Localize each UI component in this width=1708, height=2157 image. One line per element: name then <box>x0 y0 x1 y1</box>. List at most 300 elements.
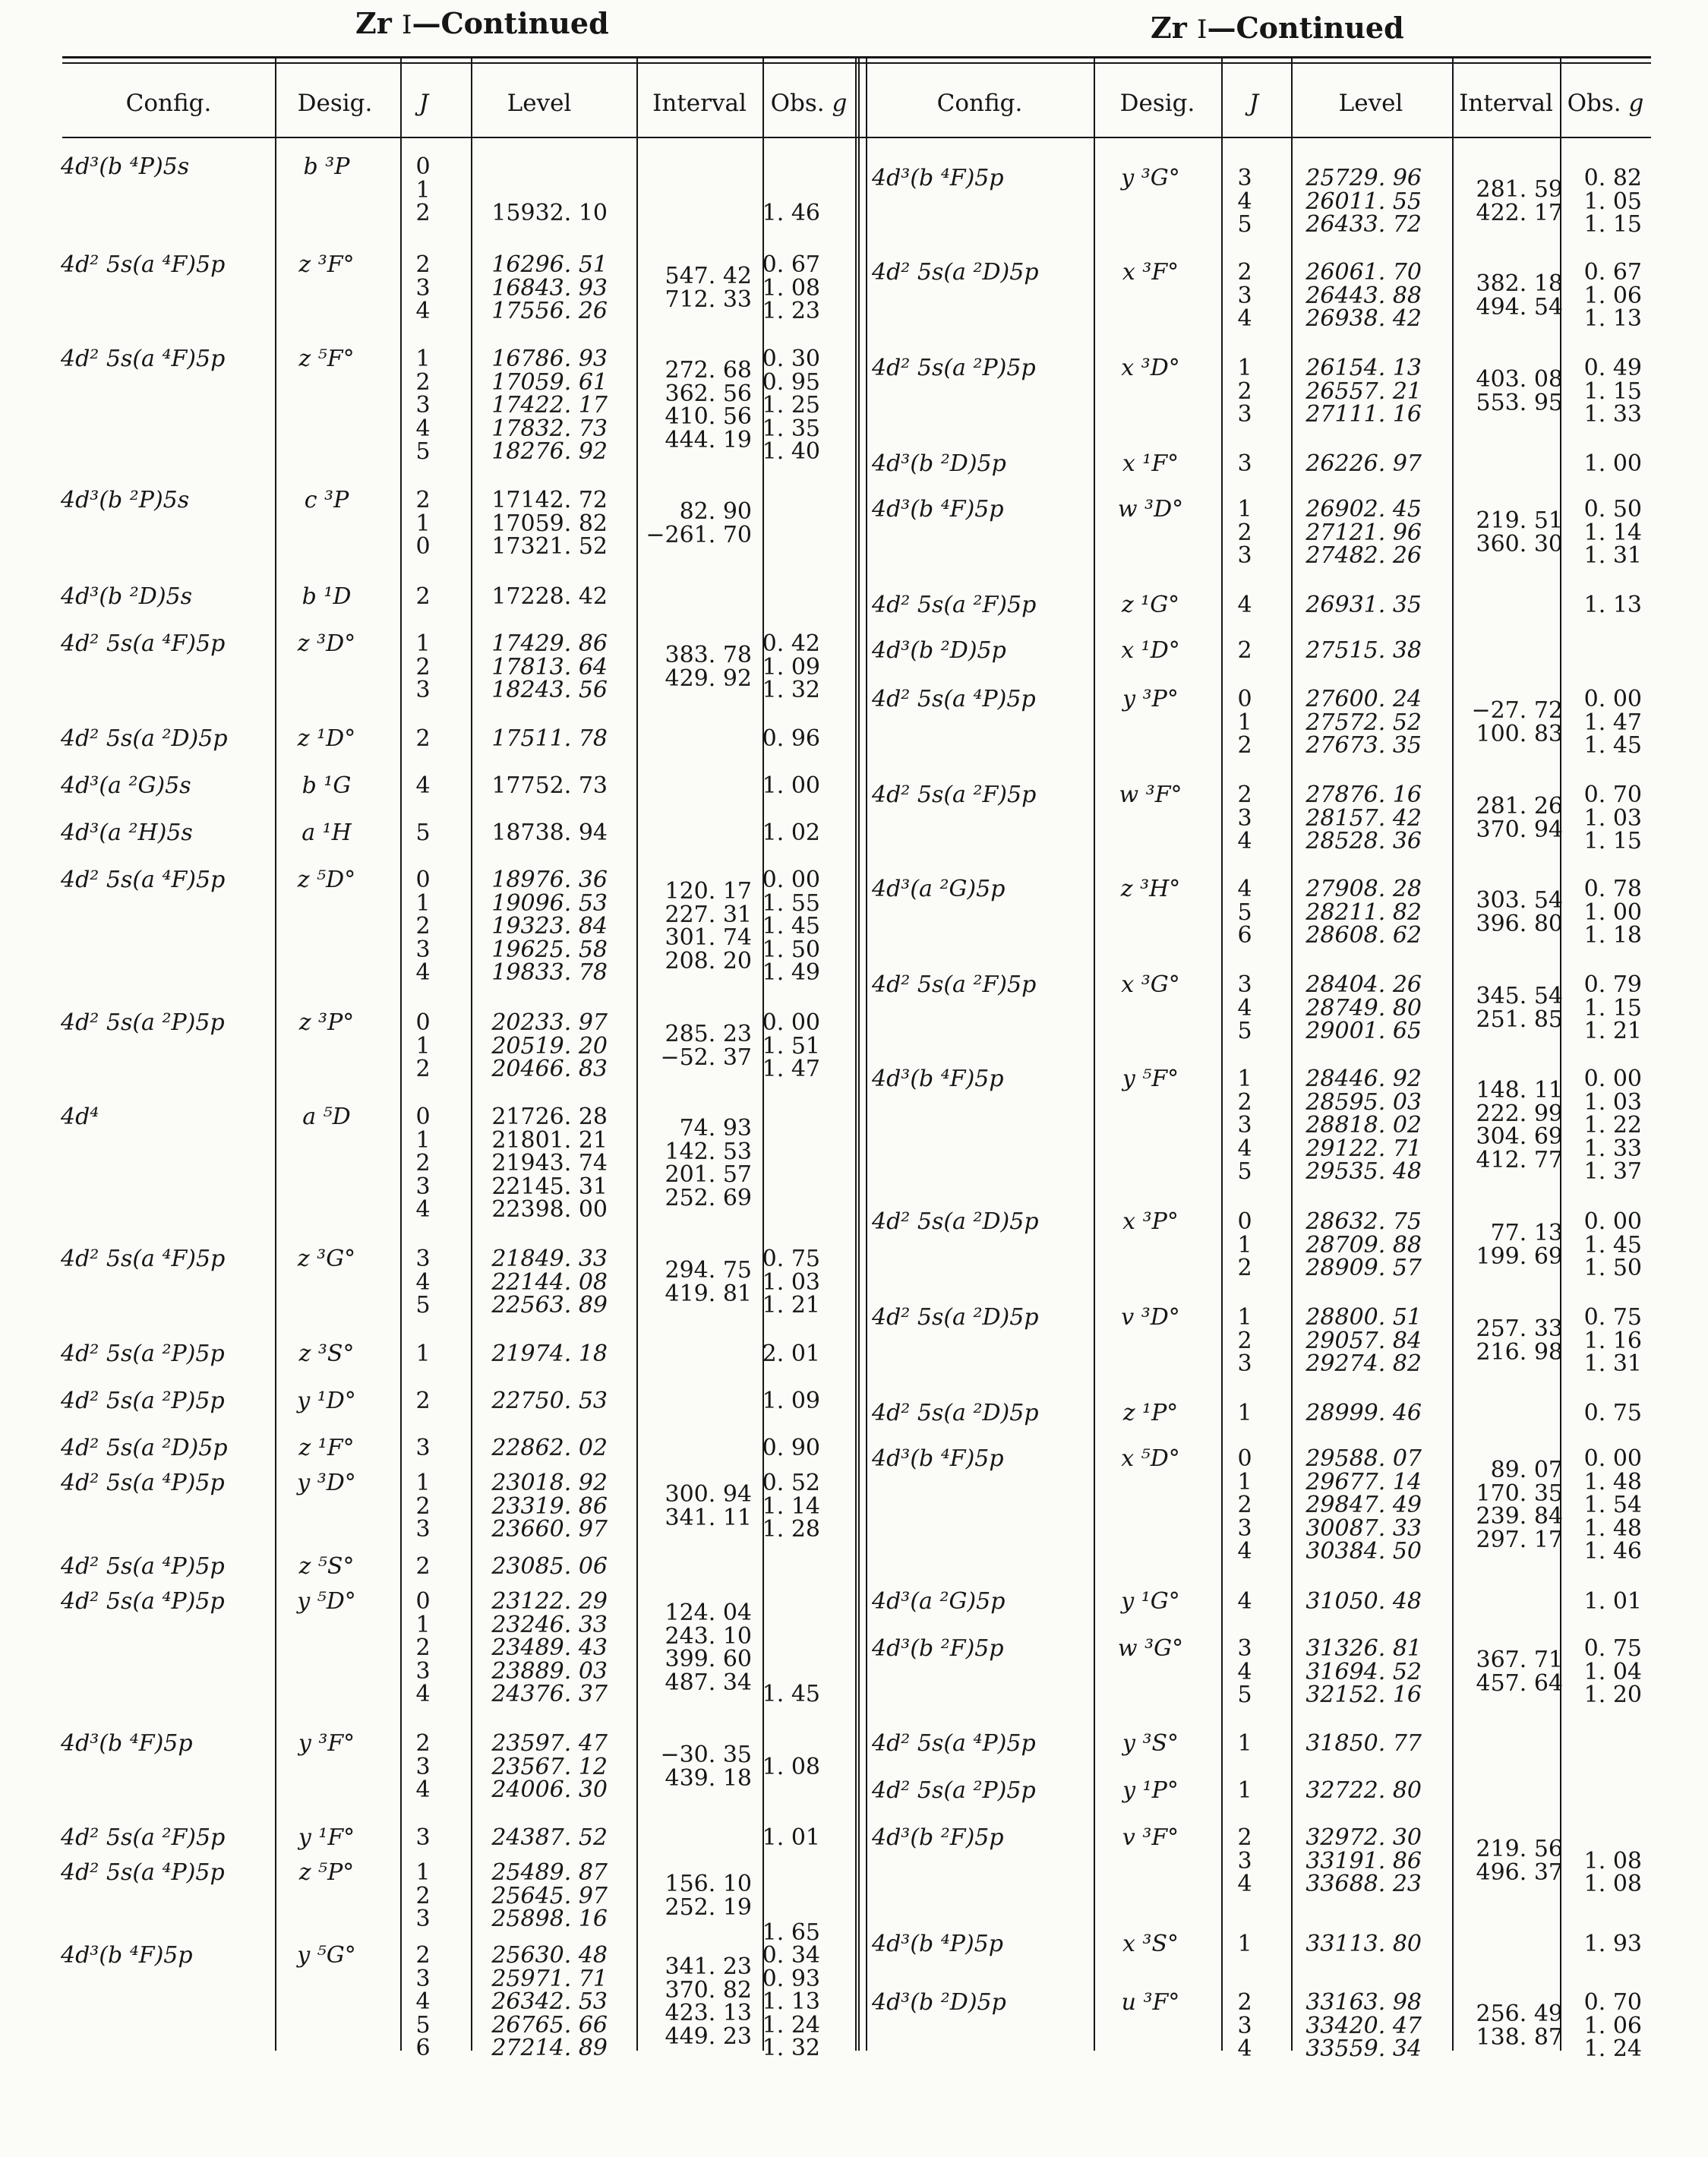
designation-cell: a ⁵D <box>302 1104 351 1130</box>
j-value: 2 <box>415 913 431 940</box>
level-value: 28709. 88 <box>1305 1231 1422 1259</box>
interval-value: 457. 64 <box>1476 1669 1563 1697</box>
designation-cell: z ⁵P° <box>298 1859 355 1886</box>
interval-value: 303. 54 <box>1476 887 1563 914</box>
interval-value: 362. 56 <box>665 380 752 407</box>
g-value: 1. 47 <box>762 1056 820 1082</box>
interval-value: 199. 69 <box>1476 1243 1563 1270</box>
interval-value: 419. 81 <box>665 1280 752 1307</box>
interval-value: 712. 33 <box>665 286 752 313</box>
j-value: 4 <box>415 772 431 799</box>
level-value: 27121. 96 <box>1305 519 1422 546</box>
interval-value: 429. 92 <box>665 665 752 692</box>
level-value: 26443. 88 <box>1305 282 1422 309</box>
g-value: 0. 67 <box>1583 259 1642 286</box>
j-value: 4 <box>1237 305 1252 332</box>
level-value: 26011. 55 <box>1305 188 1422 215</box>
g-value: 0. 70 <box>1583 1989 1642 2016</box>
j-value: 1 <box>415 1470 431 1496</box>
g-value: 1. 04 <box>1583 1658 1642 1685</box>
j-value: 5 <box>415 2011 431 2039</box>
j-value: 2 <box>1237 1989 1252 2016</box>
config-cell: 4d² 5s(a ²D)5p <box>61 725 228 752</box>
j-value: 2 <box>1237 1088 1252 1116</box>
j-value: 2 <box>415 1553 431 1580</box>
interval-value: 304. 69 <box>1476 1123 1563 1151</box>
config-cell: 4d³(b ⁴F)5p <box>872 1445 1004 1472</box>
g-value: 0. 78 <box>1583 876 1642 902</box>
designation-cell: w ³D° <box>1117 496 1184 523</box>
g-value: 1. 28 <box>762 1516 820 1543</box>
g-value: 0. 79 <box>1583 971 1642 998</box>
level-value: 28800. 51 <box>1305 1304 1422 1331</box>
j-value: 3 <box>1237 971 1252 998</box>
designation-cell: x ³P° <box>1122 1208 1179 1235</box>
level-value: 28404. 26 <box>1305 971 1422 998</box>
level-value: 22862. 02 <box>491 1435 608 1461</box>
column-header: Desig. <box>297 90 373 117</box>
j-value: 3 <box>1237 1635 1252 1662</box>
j-value: 2 <box>415 1942 431 1969</box>
j-value: 5 <box>1237 1682 1252 1708</box>
g-value: 0. 00 <box>1583 1066 1642 1092</box>
g-value: 1. 49 <box>762 959 820 986</box>
g-value: 1. 03 <box>1583 1088 1642 1116</box>
g-value: 1. 16 <box>1583 1327 1642 1354</box>
g-value: 1. 40 <box>762 438 820 465</box>
interval-value: 227. 31 <box>665 901 752 928</box>
j-value: 2 <box>415 653 431 681</box>
j-value: 3 <box>1237 804 1252 832</box>
g-value: 0. 82 <box>1583 165 1642 191</box>
level-value: 28157. 42 <box>1305 804 1422 832</box>
interval-value: 219. 56 <box>1476 1836 1563 1863</box>
g-value: 0. 52 <box>762 1470 820 1496</box>
g-value: 0. 70 <box>1583 782 1642 808</box>
g-value: 1. 31 <box>1583 542 1642 569</box>
level-value: 20233. 97 <box>491 1009 608 1036</box>
config-cell: 4d³(a ²G)5s <box>61 772 191 799</box>
level-value: 27908. 28 <box>1305 876 1422 902</box>
j-value: 5 <box>1237 1018 1252 1044</box>
j-value: 3 <box>1237 1847 1252 1874</box>
config-cell: 4d² 5s(a ⁴F)5p <box>61 346 226 372</box>
config-cell: 4d² 5s(a ⁴F)5p <box>61 630 226 657</box>
level-value: 22563. 89 <box>491 1292 608 1319</box>
column-rule <box>858 56 860 2051</box>
g-value: 1. 00 <box>1583 450 1642 477</box>
level-value: 25645. 97 <box>491 1882 608 1909</box>
level-value: 27515. 38 <box>1305 637 1422 664</box>
level-value: 21726. 28 <box>491 1104 608 1130</box>
j-value: 2 <box>1237 1327 1252 1354</box>
g-value: 1. 13 <box>1583 305 1642 332</box>
config-cell: 4d² 5s(a ²P)5p <box>872 1777 1036 1804</box>
config-cell: 4d² 5s(a ²P)5p <box>872 355 1036 381</box>
interval-value: 252. 19 <box>665 1893 752 1921</box>
level-value: 23246. 33 <box>491 1611 608 1638</box>
level-value: 32152. 16 <box>1305 1682 1422 1708</box>
level-value: 18738. 94 <box>491 820 608 846</box>
interval-value: 156. 10 <box>665 1871 752 1898</box>
interval-value: 403. 08 <box>1476 366 1563 393</box>
j-value: 4 <box>1237 994 1252 1022</box>
interval-value: 251. 85 <box>1476 1006 1563 1033</box>
designation-cell: y ⁵F° <box>1122 1066 1179 1092</box>
j-value: 0 <box>415 867 431 893</box>
j-value: 1 <box>415 630 431 657</box>
designation-cell: z ³D° <box>297 630 356 657</box>
config-cell: 4d² 5s(a ²D)5p <box>872 1400 1039 1426</box>
j-value: 4 <box>415 415 431 442</box>
column-rule <box>1452 56 1454 2051</box>
g-value: 1. 21 <box>762 1292 820 1319</box>
top-double-rule <box>62 56 1651 58</box>
g-value: 1. 50 <box>1583 1255 1642 1281</box>
g-value: 1. 25 <box>762 392 820 418</box>
level-value: 23489. 43 <box>491 1634 608 1661</box>
g-value: 1. 24 <box>1583 2035 1642 2062</box>
level-value: 22398. 00 <box>491 1196 608 1223</box>
j-value: 4 <box>415 298 431 324</box>
level-value: 28749. 80 <box>1305 994 1422 1022</box>
g-value: 1. 15 <box>1583 994 1642 1022</box>
interval-value: 142. 53 <box>665 1138 752 1165</box>
j-value: 6 <box>415 2035 431 2061</box>
designation-cell: z ⁵D° <box>297 867 356 893</box>
g-value: 0. 90 <box>762 1435 820 1461</box>
config-cell: 4d³(b ²F)5p <box>872 1824 1004 1851</box>
level-value: 23319. 86 <box>491 1492 608 1520</box>
j-value: 2 <box>415 1388 431 1414</box>
interval-value: 360. 30 <box>1476 530 1563 557</box>
interval-value: 382. 18 <box>1476 270 1563 298</box>
designation-cell: y ⁵D° <box>297 1588 356 1615</box>
j-value: 2 <box>415 487 431 513</box>
config-cell: 4d² 5s(a ²P)5p <box>61 1341 225 1367</box>
level-value: 27111. 16 <box>1305 401 1422 428</box>
g-value: 1. 08 <box>762 274 820 302</box>
j-value: 0 <box>415 153 431 180</box>
j-value: 1 <box>415 346 431 372</box>
interval-value: 422. 17 <box>1476 199 1563 226</box>
level-value: 23567. 12 <box>491 1753 608 1780</box>
j-value: 3 <box>415 1657 431 1685</box>
j-value: 0 <box>415 1009 431 1036</box>
j-value: 2 <box>415 1634 431 1661</box>
interval-value: 77. 13 <box>1490 1220 1563 1247</box>
interval-value: 494. 54 <box>1476 293 1563 321</box>
j-value: 1 <box>1237 1066 1252 1092</box>
interval-value: 252. 69 <box>665 1184 752 1211</box>
j-value: 3 <box>415 1965 431 1992</box>
j-value: 1 <box>1237 1730 1252 1757</box>
j-value: 4 <box>1237 1658 1252 1685</box>
level-value: 15932. 10 <box>491 200 608 226</box>
g-value: 0. 67 <box>762 251 820 278</box>
interval-value: 300. 94 <box>665 1481 752 1508</box>
level-value: 31050. 48 <box>1305 1588 1422 1615</box>
config-cell: 4d³(a ²H)5s <box>61 820 193 846</box>
interval-value: 345. 54 <box>1476 983 1563 1010</box>
level-value: 24006. 30 <box>491 1776 608 1803</box>
level-value: 29122. 71 <box>1305 1135 1422 1162</box>
config-cell: 4d² 5s(a ²D)5p <box>872 1304 1039 1331</box>
j-value: 4 <box>415 1196 431 1223</box>
designation-cell: w ³F° <box>1119 782 1182 808</box>
config-cell: 4d³(b ⁴F)5p <box>872 165 1004 191</box>
g-value: 1. 45 <box>1583 1231 1642 1259</box>
level-value: 21801. 21 <box>491 1126 608 1154</box>
level-value: 27482. 26 <box>1305 542 1422 569</box>
j-value: 2 <box>415 368 431 396</box>
g-value: 1. 45 <box>762 1681 820 1707</box>
designation-cell: c ³P <box>304 487 349 513</box>
j-value: 1 <box>1237 1931 1252 1957</box>
interval-value: 487. 34 <box>665 1669 752 1696</box>
j-value: 3 <box>415 1435 431 1461</box>
j-value: 2 <box>1237 1824 1252 1851</box>
column-header: Interval <box>1459 90 1553 117</box>
level-value: 26433. 72 <box>1305 211 1422 238</box>
interval-value: 138. 87 <box>1476 2023 1563 2051</box>
interval-value: 341. 23 <box>665 1953 752 1981</box>
designation-cell: z ¹P° <box>1122 1400 1179 1426</box>
designation-cell: z ⁵S° <box>298 1553 355 1580</box>
designation-cell: x ¹D° <box>1121 637 1180 664</box>
level-value: 22750. 53 <box>491 1388 608 1414</box>
column-header: Interval <box>652 90 747 117</box>
j-value: 0 <box>415 1588 431 1615</box>
config-cell: 4d³(b ²D)5p <box>872 1989 1006 2016</box>
j-value: 4 <box>415 1776 431 1803</box>
designation-cell: y ³S° <box>1122 1730 1179 1757</box>
designation-cell: z ⁵F° <box>298 346 355 372</box>
j-value: 4 <box>1237 1871 1252 1897</box>
column-header: Level <box>507 90 572 117</box>
config-cell: 4d² 5s(a ²F)5p <box>872 782 1037 808</box>
j-value: 4 <box>415 1268 431 1296</box>
level-value: 28608. 62 <box>1305 922 1422 949</box>
g-value: 1. 15 <box>1583 211 1642 238</box>
interval-value: 370. 94 <box>1476 816 1563 843</box>
designation-cell: b ³P <box>303 153 350 180</box>
level-value: 24376. 37 <box>491 1681 608 1707</box>
config-cell: 4d² 5s(a ⁴P)5p <box>872 686 1036 712</box>
g-value: 1. 45 <box>1583 732 1642 759</box>
level-value: 25489. 87 <box>491 1859 608 1886</box>
j-value: 2 <box>1237 377 1252 405</box>
level-value: 23085. 06 <box>491 1553 608 1580</box>
interval-value: 281. 26 <box>1476 793 1563 820</box>
interval-value: 120. 17 <box>665 878 752 905</box>
level-value: 28446. 92 <box>1305 1066 1422 1092</box>
level-value: 27600. 24 <box>1305 686 1422 712</box>
interval-value: 301. 74 <box>665 924 752 952</box>
j-value: 3 <box>1237 2012 1252 2039</box>
j-value: 4 <box>1237 1135 1252 1162</box>
interval-value: 423. 13 <box>665 2000 752 2027</box>
g-value: 1. 93 <box>1583 1931 1642 1957</box>
column-header: Level <box>1338 90 1403 117</box>
config-cell: 4d³(b ⁴P)5s <box>61 153 190 180</box>
j-value: 4 <box>1237 592 1252 618</box>
j-value: 3 <box>1237 542 1252 569</box>
level-value: 29274. 82 <box>1305 1350 1422 1377</box>
column-header: Config. <box>125 90 212 117</box>
level-value: 33688. 23 <box>1305 1871 1422 1897</box>
interval-value: 100. 83 <box>1476 720 1563 747</box>
designation-cell: x ³G° <box>1121 971 1180 998</box>
config-cell: 4d³(a ²G)5p <box>872 876 1006 902</box>
level-value: 16296. 51 <box>491 251 608 278</box>
designation-cell: x ³S° <box>1122 1931 1179 1957</box>
interval-value: 239. 84 <box>1476 1503 1563 1530</box>
interval-value: 222. 99 <box>1476 1100 1563 1127</box>
g-value: 1. 32 <box>762 677 820 703</box>
interval-value: 82. 90 <box>679 498 752 526</box>
g-value: 1. 21 <box>1583 1018 1642 1044</box>
j-value: 4 <box>415 959 431 986</box>
level-value: 30384. 50 <box>1305 1538 1422 1565</box>
g-value: 1. 32 <box>762 2035 820 2061</box>
level-value: 17059. 61 <box>491 368 608 396</box>
level-value: 29001. 65 <box>1305 1018 1422 1044</box>
designation-cell: z ³S° <box>298 1341 355 1367</box>
g-value: 0. 96 <box>762 725 820 752</box>
interval-value: 243. 10 <box>665 1622 752 1650</box>
level-value: 33191. 86 <box>1305 1847 1422 1874</box>
j-value: 4 <box>415 1681 431 1707</box>
designation-cell: y ¹F° <box>298 1824 355 1851</box>
column-rule <box>400 56 402 2051</box>
j-value: 0 <box>1237 1445 1252 1472</box>
level-value: 17556. 26 <box>491 298 608 324</box>
level-value: 17422. 17 <box>491 392 608 418</box>
j-value: 3 <box>1237 401 1252 428</box>
level-value: 21943. 74 <box>491 1150 608 1176</box>
j-value: 1 <box>415 1126 431 1154</box>
config-cell: 4d³(b ⁴F)5p <box>872 496 1004 523</box>
designation-cell: x ³F° <box>1122 259 1179 286</box>
interval-value: 285. 23 <box>665 1021 752 1048</box>
j-value: 0 <box>1237 1208 1252 1235</box>
j-value: 2 <box>415 583 431 610</box>
j-value: 2 <box>415 200 431 226</box>
g-value: 1. 18 <box>1583 922 1642 949</box>
config-cell: 4d³(b ⁴F)5p <box>872 1066 1004 1092</box>
j-value: 3 <box>415 392 431 418</box>
g-value: 1. 13 <box>762 1988 820 2015</box>
g-value: 1. 46 <box>1583 1538 1642 1565</box>
level-value: 31850. 77 <box>1305 1730 1422 1757</box>
j-value: 2 <box>415 1882 431 1909</box>
config-cell: 4d² 5s(a ²F)5p <box>872 592 1037 618</box>
level-value: 26061. 70 <box>1305 259 1422 286</box>
header-rule <box>62 137 1651 138</box>
config-cell: 4d² 5s(a ⁴P)5p <box>872 1730 1036 1757</box>
j-value: 4 <box>1237 876 1252 902</box>
j-value: 3 <box>415 1753 431 1780</box>
j-value: 5 <box>415 1292 431 1319</box>
level-value: 25729. 96 <box>1305 165 1422 191</box>
designation-cell: z ³P° <box>298 1009 355 1036</box>
interval-value: 216. 98 <box>1476 1338 1563 1366</box>
designation-cell: y ⁵G° <box>297 1942 356 1969</box>
level-value: 27876. 16 <box>1305 782 1422 808</box>
g-value: 1. 14 <box>1583 519 1642 546</box>
level-value: 20466. 83 <box>491 1056 608 1082</box>
j-value: 4 <box>1237 1538 1252 1565</box>
level-value: 28909. 57 <box>1305 1255 1422 1281</box>
interval-value: 74. 93 <box>679 1115 752 1142</box>
j-value: 0 <box>1237 686 1252 712</box>
interval-value: 341. 11 <box>665 1504 752 1531</box>
interval-value: 496. 37 <box>1476 1859 1563 1886</box>
designation-cell: x ⁵D° <box>1121 1445 1180 1472</box>
j-value: 2 <box>1237 782 1252 808</box>
column-rule <box>855 56 857 2051</box>
level-value: 27572. 52 <box>1305 709 1422 736</box>
level-value: 17752. 73 <box>491 772 608 799</box>
level-value: 26557. 21 <box>1305 377 1422 405</box>
level-value: 29535. 48 <box>1305 1158 1422 1185</box>
j-value: 3 <box>415 1516 431 1543</box>
level-value: 33113. 80 <box>1305 1931 1422 1957</box>
interval-value: 399. 60 <box>665 1646 752 1673</box>
g-value: 1. 24 <box>762 2011 820 2039</box>
level-value: 26765. 66 <box>491 2011 608 2039</box>
config-cell: 4d² 5s(a ²D)5p <box>872 259 1039 286</box>
level-value: 26902. 45 <box>1305 496 1422 523</box>
g-value: 0. 75 <box>1583 1400 1642 1426</box>
config-cell: 4d² 5s(a ⁴F)5p <box>61 1246 226 1272</box>
j-value: 3 <box>1237 450 1252 477</box>
column-rule <box>866 56 867 2051</box>
g-value: 1. 00 <box>1583 898 1642 926</box>
j-value: 3 <box>1237 282 1252 309</box>
level-value: 19323. 84 <box>491 913 608 940</box>
interval-value: 208. 20 <box>665 947 752 974</box>
j-value: 6 <box>1237 922 1252 949</box>
level-value: 18976. 36 <box>491 867 608 893</box>
level-value: 29057. 84 <box>1305 1327 1422 1354</box>
g-value: 0. 00 <box>1583 1445 1642 1472</box>
config-cell: 4d³(b ⁴F)5p <box>61 1730 193 1757</box>
j-value: 2 <box>1237 1255 1252 1281</box>
level-value: 31694. 52 <box>1305 1658 1422 1685</box>
level-value: 29847. 49 <box>1305 1492 1422 1518</box>
j-value: 2 <box>1237 637 1252 664</box>
j-value: 5 <box>1237 898 1252 926</box>
j-value: 3 <box>415 1246 431 1272</box>
j-value: 5 <box>1237 1158 1252 1185</box>
g-value: 1. 09 <box>762 653 820 681</box>
level-value: 22144. 08 <box>491 1268 608 1296</box>
designation-cell: z ³H° <box>1120 876 1181 902</box>
level-value: 21974. 18 <box>491 1341 608 1367</box>
g-value: 1. 06 <box>1583 282 1642 309</box>
g-value: 1. 22 <box>1583 1112 1642 1139</box>
j-value: 2 <box>415 1492 431 1520</box>
level-value: 17321. 52 <box>491 533 608 560</box>
config-cell: 4d² 5s(a ⁴P)5p <box>61 1553 225 1580</box>
level-value: 26342. 53 <box>491 1988 608 2015</box>
j-value: 3 <box>1237 165 1252 191</box>
j-value: 2 <box>1237 1492 1252 1518</box>
config-cell: 4d² 5s(a ⁴P)5p <box>61 1859 225 1886</box>
level-value: 17059. 82 <box>491 510 608 537</box>
